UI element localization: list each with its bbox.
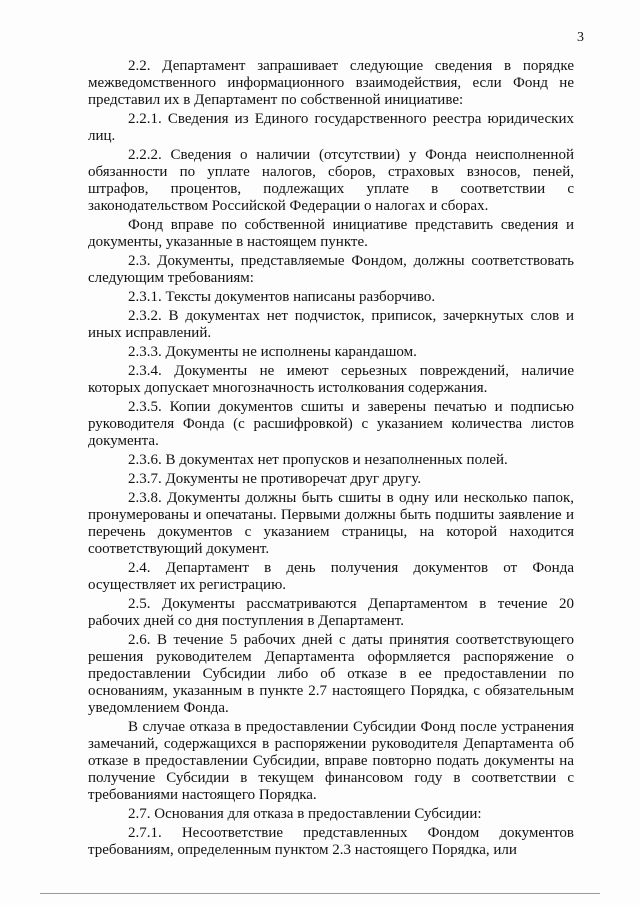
paragraph-2-4: 2.4. Департамент в день получения документов от Фонда осуществляет их регистрацию. — [88, 560, 574, 593]
page-number: 3 — [577, 30, 584, 45]
paragraph-2-3-7: 2.3.7. Документы не противоречат друг другу. — [128, 471, 422, 487]
paragraph-2-3-3: 2.3.3. Документы не исполнены карандашом. — [128, 344, 417, 360]
paragraph-fund-right: Фонд вправе по собственной инициативе представить сведения и документы, указанные в настоящем пункте. — [88, 217, 574, 250]
paragraph-2-7-1: 2.7.1. Несоответствие представленных Фондом документов требованиям, определенным пунктом 2.3 настоящего Порядка, или — [88, 825, 574, 858]
paragraph-2-2: 2.2. Департамент запрашивает следующие сведения в порядке межведомственного информационного взаимодействия, если Фонд не представил их в Департамент по собственной инициативе: — [88, 58, 574, 108]
scan-bottom-edge — [40, 893, 600, 894]
paragraph-2-3-4: 2.3.4. Документы не имеют серьезных повреждений, наличие которых допускает многозначность истолкования содержания. — [88, 363, 574, 396]
paragraph-2-5: 2.5. Документы рассматриваются Департаментом в течение 20 рабочих дней со дня поступления в Департамент. — [88, 596, 574, 629]
paragraph-2-2-2: 2.2.2. Сведения о наличии (отсутствии) у Фонда неисполненной обязанности по уплате налогов, сборов, страховых взносов, пеней, штрафов, процентов, подлежащих уплате в соответствии с законодательством Российской Федерации о налогах и сборах. — [88, 147, 574, 214]
paragraph-2-3-6: 2.3.6. В документах нет пропусков и незаполненных полей. — [128, 452, 508, 468]
paragraph-2-2-1: 2.2.1. Сведения из Единого государственного реестра юридических лиц. — [88, 111, 574, 144]
paragraph-refusal: В случае отказа в предоставлении Субсидии Фонд после устранения замечаний, содержащихся в распоряжении руководителя Департамента об отказе в предоставлении Субсидии, вправе повторно подать документы на получение Субсидии в текущем финансовом году в соответствии с требованиями настоящего Порядка. — [88, 719, 574, 803]
paragraph-2-6: 2.6. В течение 5 рабочих дней с даты принятия соответствующего решения руководителем Департамента оформляется распоряжение о предоставлении Субсидии либо об отказе в ее предоставлении по основаниям, указанным в пункте 2.7 настоящего Порядка, с обязательным уведомлением Фонда. — [88, 632, 574, 716]
paragraph-2-3-1: 2.3.1. Тексты документов написаны разборчиво. — [128, 289, 436, 305]
paragraph-2-3: 2.3. Документы, представляемые Фондом, должны соответствовать следующим требованиям: — [88, 253, 574, 286]
document-body — [88, 58, 574, 861]
paragraph-2-3-8: 2.3.8. Документы должны быть сшиты в одну или несколько папок, пронумерованы и опечатаны. Первыми должны быть подшиты заявление и перечень документов с указанием страницы, на которой находится соответствующий документ. — [88, 490, 574, 557]
paragraph-2-3-5: 2.3.5. Копии документов сшиты и заверены печатью и подписью руководителя Фонда (с расшифровкой) с указанием количества листов документа. — [88, 399, 574, 449]
paragraph-2-3-2: 2.3.2. В документах нет подчисток, приписок, зачеркнутых слов и иных исправлений. — [88, 308, 574, 341]
paragraph-2-7: 2.7. Основания для отказа в предоставлении Субсидии: — [128, 806, 482, 822]
